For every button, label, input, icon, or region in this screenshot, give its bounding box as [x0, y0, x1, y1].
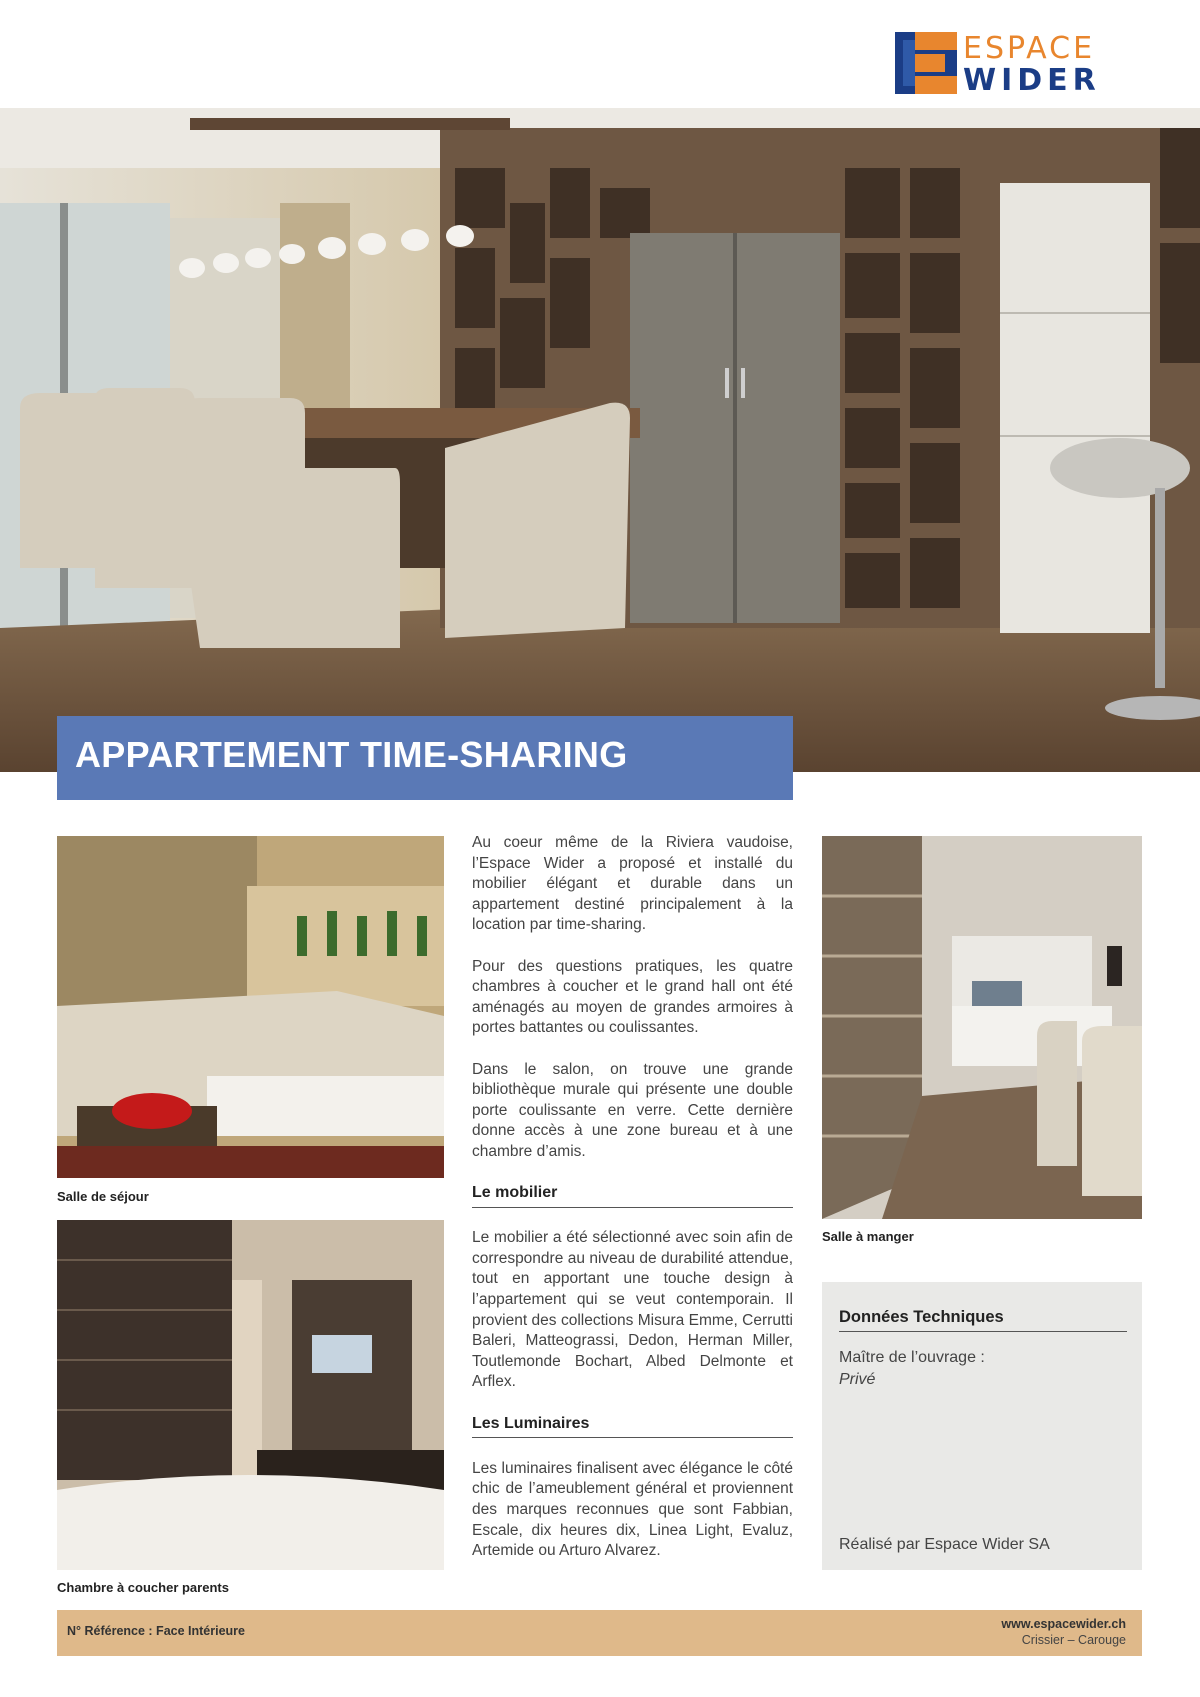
title-band: [57, 716, 793, 800]
sofa-illustration: [57, 836, 444, 1178]
tech-owner-value: Privé: [839, 1371, 876, 1388]
paragraph-chambres: Pour des questions pratiques, les quatre chambres à coucher et le grand hall ont été aménagés au moyen de grandes armoires à portes battantes ou coulissantes.: [472, 957, 793, 1037]
dining-illustration: [822, 836, 1142, 1219]
heading-mobilier: Le mobilier: [472, 1183, 793, 1208]
technical-data-box: [822, 1282, 1142, 1570]
paragraph-mobilier: Le mobilier a été sélectionné avec soin afin de correspondre au niveau de durabilité attendue, tout en apportant une touche design à l’appartement qui se veut contemporain. Il provient des collections Misura Emme, Cerrutti Baleri, Matteograssi, Dedon, Herman Miller, Toutlemonde Bochart, Albed Delmonte et Arflex.: [472, 1229, 793, 1391]
footer-website-link[interactable]: www.espacewider.ch: [1001, 1617, 1126, 1631]
footer-locations: Crissier – Carouge: [1021, 1633, 1126, 1647]
page-title: APPARTEMENT TIME-SHARING: [75, 734, 628, 775]
bedroom-illustration: [57, 1220, 444, 1570]
tech-owner-label: Maître de l’ouvrage :: [839, 1349, 985, 1366]
logo-text-wider: WIDER: [963, 63, 1101, 98]
caption-salle-a-manger: Salle à manger: [822, 1229, 914, 1244]
footer-bar: [57, 1610, 1142, 1656]
heading-luminaires: Les Luminaires: [472, 1414, 793, 1439]
paragraph-luminaires: Les luminaires finalisent avec élégance le côté chic de l’ameublement général et proviennent des marques reconnues que sont Fabbian, Escale, dix heures dix, Linea Light, Evaluz, Artemide ou Arturo Alvarez.: [472, 1459, 793, 1560]
article-body: [472, 833, 793, 1582]
hero-illustration: [0, 108, 1200, 772]
tech-realised-by: Réalisé par Espace Wider SA: [839, 1536, 1050, 1553]
espace-wider-logo: [895, 31, 1145, 98]
hero-photo-living-room: [0, 108, 1200, 772]
logo-mark-icon: [895, 32, 957, 94]
footer-reference: N° Référence : Face Intérieure: [67, 1624, 245, 1638]
paragraph-salon: Dans le salon, on trouve une grande bibliothèque murale qui présente une double porte coulissante en verre. Cette dernière donne accès à une zone bureau et à une chambre d’amis.: [472, 1060, 793, 1160]
tech-heading: Données Techniques: [839, 1308, 1127, 1332]
logo-text-espace: ESPACE: [963, 31, 1096, 66]
photo-chambre-parents: [57, 1220, 444, 1570]
paragraph-intro: Au coeur même de la Riviera vaudoise, l’Espace Wider a proposé et installé du mobilier élégant et durable dans un appartement destiné principalement à la location par time-sharing.: [472, 834, 793, 934]
caption-salle-de-sejour: Salle de séjour: [57, 1189, 149, 1204]
caption-chambre-parents: Chambre à coucher parents: [57, 1580, 229, 1595]
photo-salle-a-manger: [822, 836, 1142, 1219]
photo-salle-de-sejour: [57, 836, 444, 1178]
